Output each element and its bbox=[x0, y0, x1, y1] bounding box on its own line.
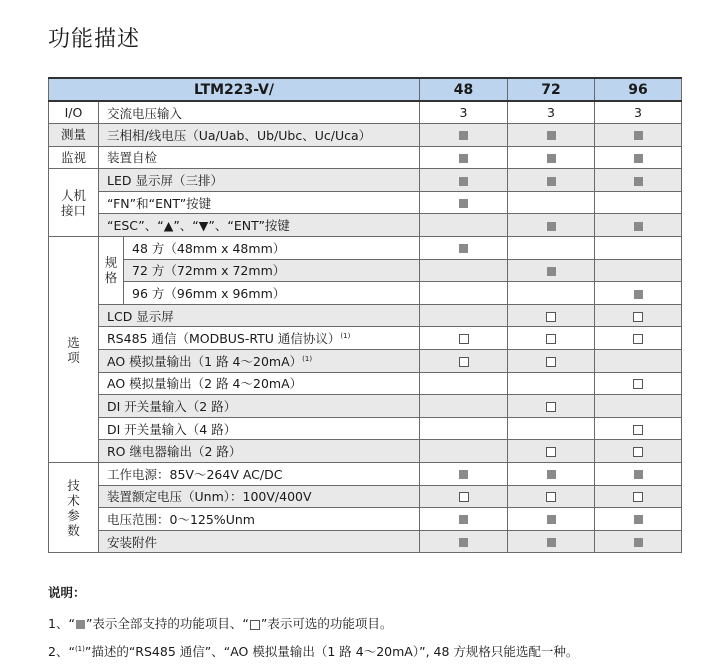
value-cell-96 bbox=[595, 237, 682, 260]
feature-label bbox=[99, 146, 420, 169]
value-cell-72 bbox=[508, 146, 595, 169]
value-cell-96 bbox=[595, 146, 682, 169]
feature-text: 装置额定电压（Unm）：100V/400V bbox=[107, 489, 312, 505]
filled-square-icon bbox=[459, 177, 468, 186]
table-row bbox=[49, 395, 682, 418]
value-cell-72 bbox=[508, 304, 595, 327]
open-square-icon bbox=[633, 312, 643, 322]
value-cell-48 bbox=[420, 327, 508, 350]
page-title: 功能描述 bbox=[48, 27, 141, 52]
feature-text: “FN”和“ENT”按键 bbox=[107, 195, 212, 211]
filled-square-icon bbox=[634, 515, 643, 524]
feature-label bbox=[99, 395, 420, 418]
value-cell-96 bbox=[595, 282, 682, 305]
note-1-part-a: 1、“ bbox=[48, 616, 75, 631]
table-row bbox=[49, 440, 682, 463]
value-cell-72 bbox=[508, 463, 595, 486]
category-monitor: 监视 bbox=[49, 146, 99, 169]
value-cell-72 bbox=[508, 440, 595, 463]
open-square-icon bbox=[546, 312, 556, 322]
value-cell-72 bbox=[508, 508, 595, 531]
open-square-icon bbox=[546, 447, 556, 457]
filled-square-icon bbox=[547, 154, 556, 163]
open-square-icon bbox=[633, 334, 643, 344]
filled-square-icon bbox=[634, 290, 643, 299]
filled-square-icon bbox=[547, 177, 556, 186]
value-cell-48 bbox=[420, 395, 508, 418]
category-options bbox=[49, 237, 99, 463]
value-cell-96 bbox=[595, 463, 682, 486]
category-tech bbox=[49, 463, 99, 553]
open-square-icon bbox=[459, 492, 469, 502]
value-cell-96 bbox=[595, 485, 682, 508]
value-cell-96 bbox=[595, 259, 682, 282]
feature-text: 装置自检 bbox=[107, 150, 158, 166]
value-cell-96 bbox=[595, 101, 682, 124]
filled-square-icon bbox=[547, 515, 556, 524]
table-row bbox=[49, 304, 682, 327]
value-cell-48 bbox=[420, 169, 508, 192]
feature-label bbox=[99, 214, 420, 237]
notes-section bbox=[48, 583, 578, 670]
filled-square-icon bbox=[634, 154, 643, 163]
value-cell-72 bbox=[508, 124, 595, 147]
filled-square-icon bbox=[547, 267, 556, 276]
footnote-marker: (1) bbox=[340, 332, 351, 341]
value-cell-72 bbox=[508, 327, 595, 350]
feature-label bbox=[99, 440, 420, 463]
table-row bbox=[49, 282, 682, 305]
feature-label bbox=[99, 485, 420, 508]
value-cell-48 bbox=[420, 485, 508, 508]
feature-text: LCD 显示屏 bbox=[107, 308, 174, 324]
value-cell-48 bbox=[420, 237, 508, 260]
filled-square-icon bbox=[634, 177, 643, 186]
feature-text: 96 方（96mm x 96mm） bbox=[132, 286, 286, 302]
open-square-icon bbox=[633, 425, 643, 435]
category-options-label: 选项 bbox=[67, 334, 80, 365]
feature-text: 72 方（72mm x 72mm） bbox=[132, 263, 286, 279]
feature-text: DI 开关量输入（2 路） bbox=[107, 399, 237, 415]
filled-square-icon bbox=[547, 131, 556, 140]
size-header-72: 72 bbox=[508, 78, 595, 101]
value-text: 3 bbox=[634, 105, 642, 121]
feature-label bbox=[99, 508, 420, 531]
filled-square-icon bbox=[459, 131, 468, 140]
value-cell-48 bbox=[420, 214, 508, 237]
value-cell-72 bbox=[508, 169, 595, 192]
open-square-icon bbox=[250, 620, 260, 630]
value-cell-96 bbox=[595, 395, 682, 418]
value-cell-96 bbox=[595, 191, 682, 214]
value-cell-96 bbox=[595, 304, 682, 327]
note-2-part-b: ”描述的“RS485 通信”、“AO 模拟量输出（1 路 4～20mA）”, 48 方规格只能选配一种。 bbox=[84, 644, 579, 659]
feature-label bbox=[99, 191, 420, 214]
table-row bbox=[49, 124, 682, 147]
value-cell-96 bbox=[595, 372, 682, 395]
value-cell-96 bbox=[595, 214, 682, 237]
value-cell-72 bbox=[508, 372, 595, 395]
value-cell-96 bbox=[595, 417, 682, 440]
filled-square-icon bbox=[547, 222, 556, 231]
value-cell-72 bbox=[508, 395, 595, 418]
category-io: I/O bbox=[49, 101, 99, 124]
table-row bbox=[49, 101, 682, 124]
table-header-row bbox=[49, 78, 682, 101]
value-cell-96 bbox=[595, 530, 682, 553]
filled-square-icon bbox=[459, 515, 468, 524]
value-cell-48 bbox=[420, 372, 508, 395]
open-square-icon bbox=[459, 334, 469, 344]
value-cell-96 bbox=[595, 350, 682, 373]
feature-text: AO 模拟量输出（2 路 4～20mA） bbox=[107, 376, 303, 392]
value-cell-96 bbox=[595, 124, 682, 147]
note-line-2 bbox=[48, 642, 578, 660]
table-row bbox=[49, 214, 682, 237]
table-row bbox=[49, 417, 682, 440]
filled-square-icon bbox=[459, 470, 468, 479]
table-row bbox=[49, 146, 682, 169]
value-cell-72 bbox=[508, 485, 595, 508]
feature-text: LED 显示屏（三排） bbox=[107, 173, 223, 189]
feature-label bbox=[99, 530, 420, 553]
footnote-marker: (1) bbox=[302, 354, 313, 363]
open-square-icon bbox=[459, 357, 469, 367]
value-cell-72 bbox=[508, 214, 595, 237]
feature-text: RO 继电器输出（2 路） bbox=[107, 444, 242, 460]
value-cell-96 bbox=[595, 327, 682, 350]
value-cell-48 bbox=[420, 259, 508, 282]
filled-square-icon bbox=[459, 199, 468, 208]
table-row bbox=[49, 327, 682, 350]
feature-label bbox=[99, 463, 420, 486]
filled-square-icon bbox=[459, 538, 468, 547]
value-cell-48 bbox=[420, 124, 508, 147]
feature-label bbox=[99, 417, 420, 440]
feature-text: 交流电压输入 bbox=[107, 105, 183, 121]
feature-text: 电压范围：0～125%Unm bbox=[107, 511, 255, 527]
table-row bbox=[49, 372, 682, 395]
category-measure: 测量 bbox=[49, 124, 99, 147]
value-cell-48 bbox=[420, 530, 508, 553]
note-2-part-a: 2、“ bbox=[48, 644, 75, 659]
filled-square-icon bbox=[634, 222, 643, 231]
notes-heading: 说明： bbox=[48, 585, 86, 600]
feature-text: 工作电源：85V～264V AC/DC bbox=[107, 466, 283, 482]
open-square-icon bbox=[546, 402, 556, 412]
open-square-icon bbox=[546, 357, 556, 367]
feature-label bbox=[99, 372, 420, 395]
filled-square-icon bbox=[547, 538, 556, 547]
table-row bbox=[49, 530, 682, 553]
category-tech-label: 技术参数 bbox=[67, 477, 80, 538]
category-hmi-label: 人机接口 bbox=[60, 187, 86, 218]
open-square-icon bbox=[546, 334, 556, 344]
value-text: 3 bbox=[459, 105, 468, 121]
value-cell-48 bbox=[420, 440, 508, 463]
size-header-96: 96 bbox=[595, 78, 682, 101]
value-cell-48 bbox=[420, 508, 508, 531]
feature-label bbox=[99, 327, 420, 350]
feature-label bbox=[124, 237, 420, 260]
feature-label bbox=[99, 101, 420, 124]
feature-label bbox=[99, 124, 420, 147]
value-cell-48 bbox=[420, 282, 508, 305]
filled-square-icon bbox=[547, 470, 556, 479]
value-cell-48 bbox=[420, 350, 508, 373]
feature-label bbox=[99, 350, 420, 373]
filled-square-icon bbox=[459, 244, 468, 253]
feature-text: “ESC”、“▲”、“▼”、“ENT”按键 bbox=[107, 218, 290, 234]
value-cell-72 bbox=[508, 417, 595, 440]
value-cell-48 bbox=[420, 191, 508, 214]
filled-square-icon bbox=[76, 620, 85, 629]
table-row bbox=[49, 350, 682, 373]
feature-text: DI 开关量输入（4 路） bbox=[107, 421, 237, 437]
value-cell-96 bbox=[595, 440, 682, 463]
note-1-part-c: ”表示可选的功能项目。 bbox=[260, 616, 393, 631]
value-text: 3 bbox=[547, 105, 555, 121]
note-2-superscript: (1) bbox=[74, 644, 85, 653]
function-spec-table bbox=[48, 77, 682, 553]
value-cell-48 bbox=[420, 146, 508, 169]
value-cell-48 bbox=[420, 304, 508, 327]
filled-square-icon bbox=[634, 131, 643, 140]
table-row bbox=[49, 508, 682, 531]
model-header: LTM223-V/ bbox=[49, 78, 420, 101]
subcategory-spec bbox=[99, 237, 124, 305]
open-square-icon bbox=[633, 447, 643, 457]
table-row bbox=[49, 259, 682, 282]
table-row bbox=[49, 485, 682, 508]
feature-label bbox=[124, 282, 420, 305]
table-row bbox=[49, 169, 682, 192]
feature-text: 三相相/线电压（Ua/Uab、Ub/Ubc、Uc/Uca） bbox=[107, 127, 372, 143]
value-cell-72 bbox=[508, 282, 595, 305]
note-1-part-b: ”表示全部支持的功能项目、“ bbox=[85, 616, 249, 631]
open-square-icon bbox=[546, 492, 556, 502]
open-square-icon bbox=[633, 379, 643, 389]
value-cell-72 bbox=[508, 530, 595, 553]
feature-text: RS485 通信（MODBUS-RTU 通信协议） bbox=[107, 331, 341, 347]
value-cell-72 bbox=[508, 191, 595, 214]
value-cell-96 bbox=[595, 169, 682, 192]
feature-label bbox=[99, 304, 420, 327]
table-row bbox=[49, 237, 682, 260]
value-cell-48 bbox=[420, 101, 508, 124]
category-hmi bbox=[49, 169, 99, 237]
value-cell-72 bbox=[508, 259, 595, 282]
filled-square-icon bbox=[634, 470, 643, 479]
table-row bbox=[49, 463, 682, 486]
subcategory-spec-label: 规格 bbox=[104, 255, 118, 286]
value-cell-48 bbox=[420, 463, 508, 486]
size-header-48: 48 bbox=[420, 78, 508, 101]
value-cell-72 bbox=[508, 350, 595, 373]
open-square-icon bbox=[633, 492, 643, 502]
value-cell-72 bbox=[508, 237, 595, 260]
feature-text: AO 模拟量输出（1 路 4～20mA） bbox=[107, 353, 303, 369]
value-cell-72 bbox=[508, 101, 595, 124]
feature-label bbox=[99, 169, 420, 192]
feature-text: 48 方（48mm x 48mm） bbox=[132, 240, 286, 256]
feature-text: 安装附件 bbox=[107, 534, 158, 550]
filled-square-icon bbox=[459, 154, 468, 163]
feature-label bbox=[124, 259, 420, 282]
value-cell-48 bbox=[420, 417, 508, 440]
filled-square-icon bbox=[634, 538, 643, 547]
table-row bbox=[49, 191, 682, 214]
value-cell-96 bbox=[595, 508, 682, 531]
note-line-1 bbox=[48, 614, 578, 632]
